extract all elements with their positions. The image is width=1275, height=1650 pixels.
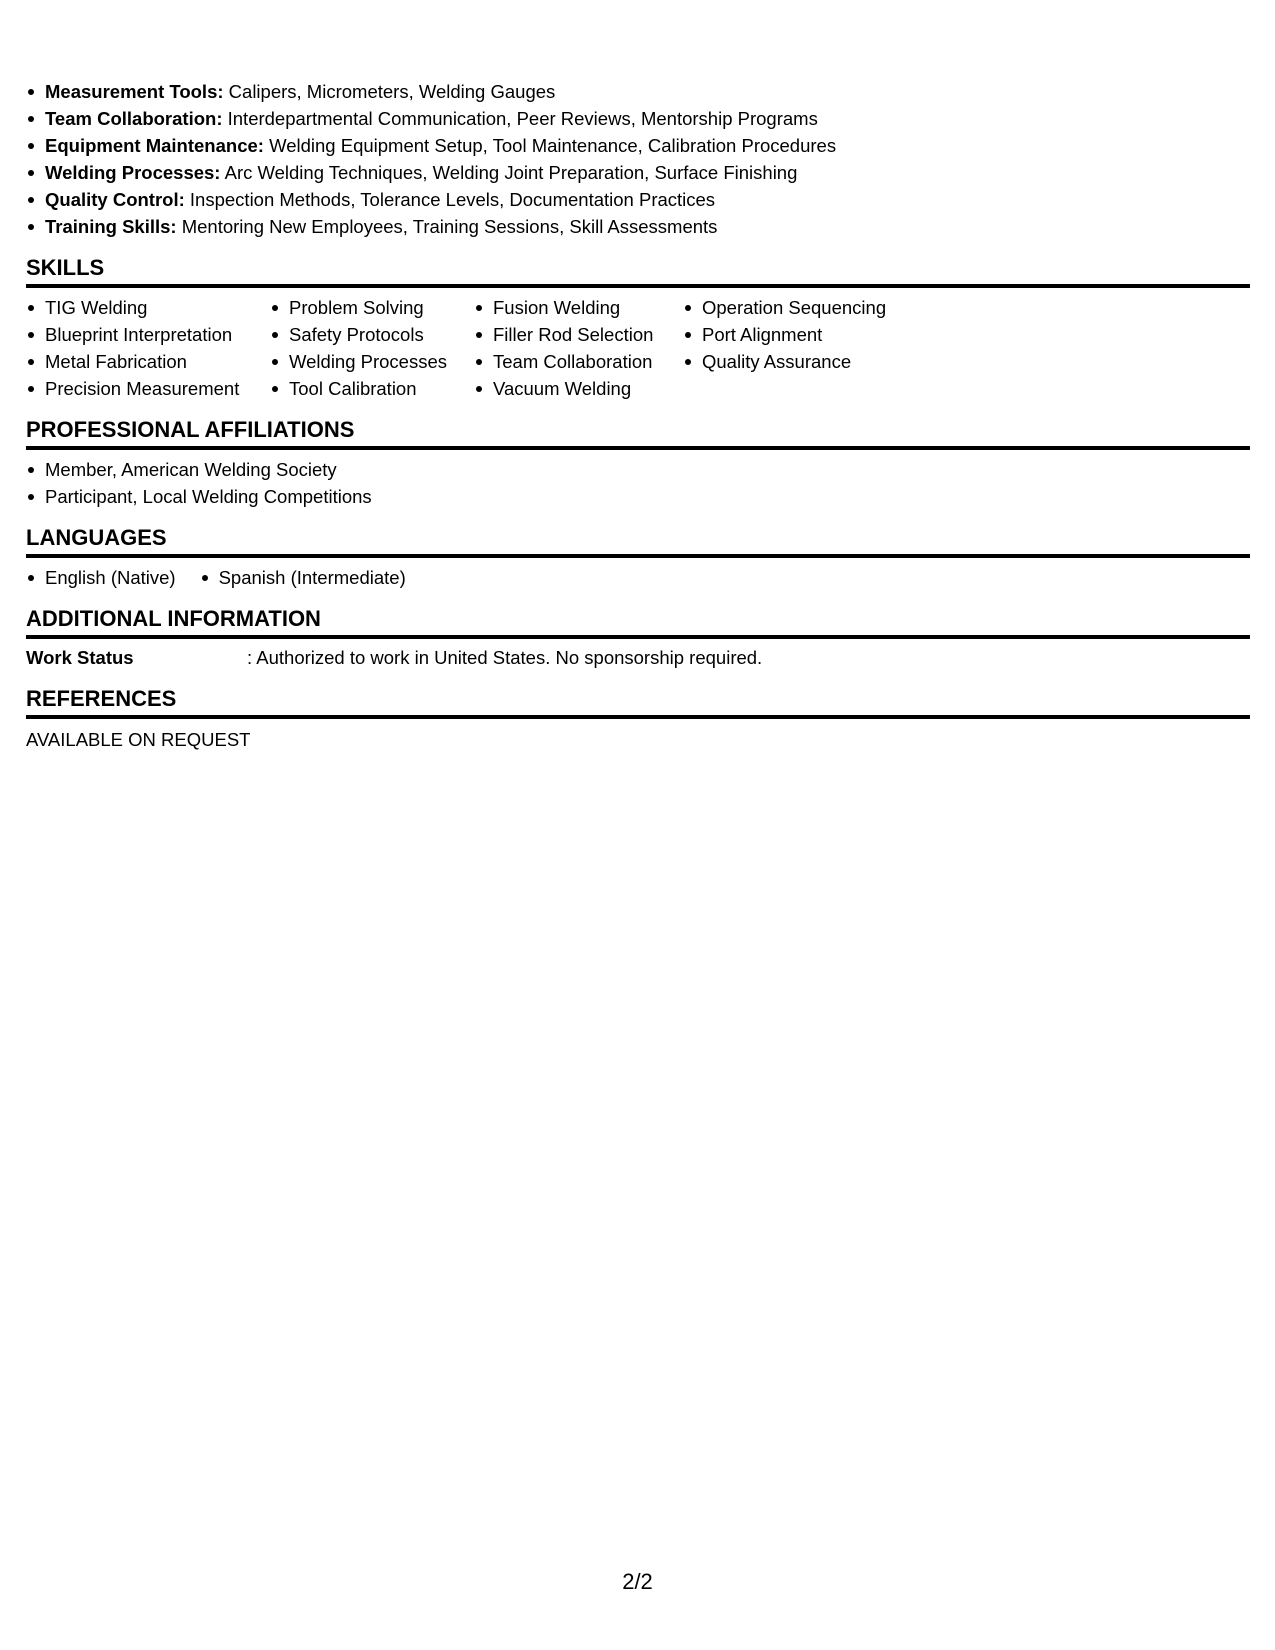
skill-item: Precision Measurement [26,375,270,402]
language-item: English (Native) [26,564,176,591]
references-heading: REFERENCES [26,685,1250,719]
skill-item: TIG Welding [26,294,270,321]
competency-text: Interdepartmental Communication, Peer Reviews, Mentorship Programs [222,108,818,129]
competency-label: Measurement Tools: [45,81,224,102]
skill-item: Safety Protocols [270,321,474,348]
list-item [26,78,1250,105]
competency-label: Training Skills: [45,216,177,237]
competency-text: Calipers, Micrometers, Welding Gauges [223,81,556,102]
skills-column [270,294,474,402]
competency-label: Equipment Maintenance: [45,135,264,156]
skill-item: Port Alignment [683,321,923,348]
skill-item: Quality Assurance [683,348,923,375]
additional-info-heading: ADDITIONAL INFORMATION [26,605,1250,639]
competency-text: Inspection Methods, Tolerance Levels, Documentation Practices [184,189,716,210]
list-item [26,105,1250,132]
skill-item: Tool Calibration [270,375,474,402]
language-item: Spanish (Intermediate) [200,564,406,591]
competency-text: Mentoring New Employees, Training Sessions, Skill Assessments [176,216,718,237]
work-status-value: : Authorized to work in United States. No sponsorship required. [247,647,763,668]
work-status-label: Work Status [26,647,134,668]
skill-item: Team Collaboration [474,348,683,375]
competency-label: Welding Processes: [45,162,221,183]
skills-grid [26,294,1250,402]
languages-list [26,564,1250,591]
list-item [26,132,1250,159]
skill-item: Filler Rod Selection [474,321,683,348]
skills-column [683,294,923,402]
work-status-row [26,645,1250,671]
affiliation-item: Member, American Welding Society [26,456,1250,483]
skill-item: Operation Sequencing [683,294,923,321]
languages-heading: LANGUAGES [26,524,1250,558]
skill-item: Vacuum Welding [474,375,683,402]
affiliations-list [26,456,1250,510]
affiliation-item: Participant, Local Welding Competitions [26,483,1250,510]
competency-list [26,78,1250,240]
competency-label: Team Collaboration: [45,108,223,129]
skills-heading: SKILLS [26,254,1250,288]
skills-column [26,294,270,402]
affiliations-heading: PROFESSIONAL AFFILIATIONS [26,416,1250,450]
list-item [26,159,1250,186]
list-item [26,213,1250,240]
resume-page [26,78,1250,753]
competency-label: Quality Control: [45,189,185,210]
skill-item: Metal Fabrication [26,348,270,375]
competency-text: Welding Equipment Setup, Tool Maintenance, Calibration Procedures [263,135,837,156]
references-text: AVAILABLE ON REQUEST [26,729,251,750]
skills-column [474,294,683,402]
skill-item: Blueprint Interpretation [26,321,270,348]
skill-item: Welding Processes [270,348,474,375]
list-item [26,186,1250,213]
skill-item: Problem Solving [270,294,474,321]
skill-item: Fusion Welding [474,294,683,321]
page-number: 2/2 [622,1569,653,1594]
competency-text: Arc Welding Techniques, Welding Joint Preparation, Surface Finishing [220,162,798,183]
